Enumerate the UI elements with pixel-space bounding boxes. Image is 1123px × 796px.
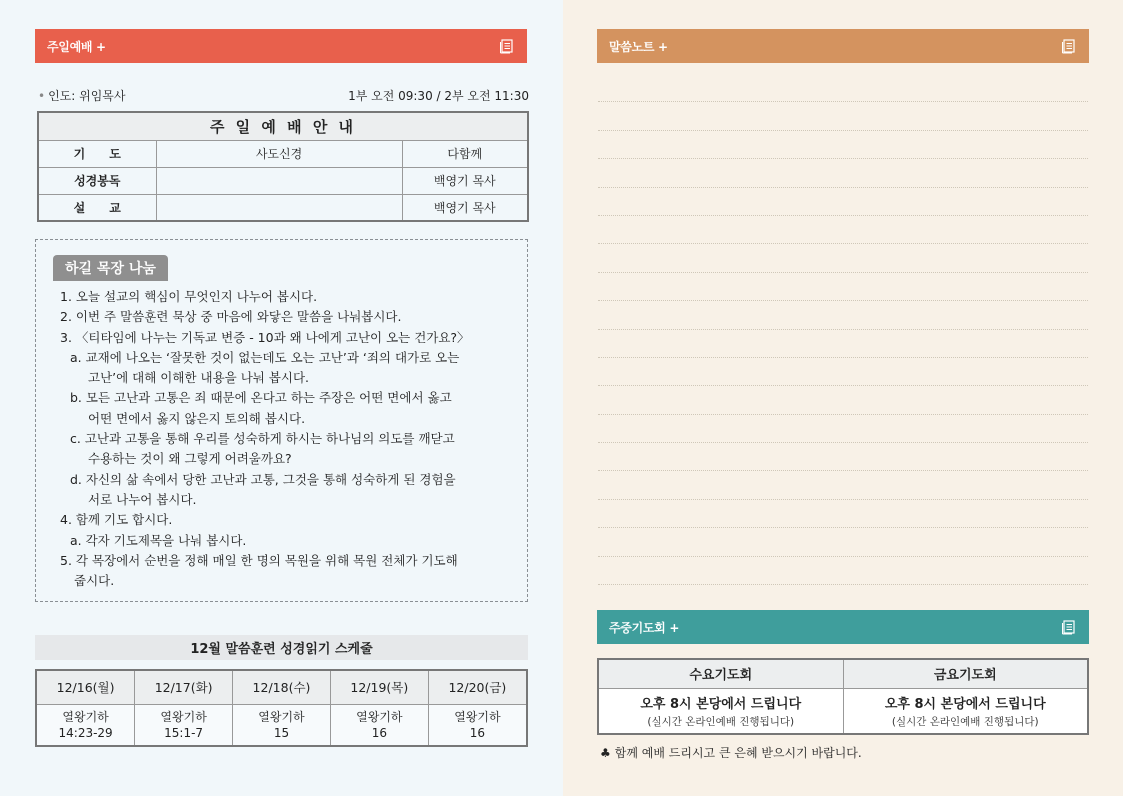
order-middle: 사도신경 [156,140,402,167]
list-item: b. 모든 고난과 고통은 죄 때문에 온다고 하는 주장은 어떤 면에서 옳고 [70,390,452,406]
list-item: 서로 나누어 봅시다. [88,491,197,507]
schedule-cell [135,704,233,746]
table-row [38,194,528,221]
closing-text: 함께 예배 드리시고 큰 은혜 받으시기 바랍니다. [614,746,862,760]
schedule-cell [36,704,135,746]
worship-bar-title: 주일예배 + [47,39,106,54]
schedule-date: 12/20(금) [428,670,527,704]
group-sharing-box [35,239,528,602]
note-line[interactable] [598,557,1088,585]
worship-section-bar[interactable] [35,29,527,63]
note-line[interactable] [598,415,1088,443]
note-line[interactable] [598,301,1088,329]
schedule-cell [428,704,527,746]
note-line[interactable] [598,471,1088,499]
prayer-time: 오후 8시 본당에서 드립니다 [640,696,802,712]
memo-icon[interactable] [499,38,515,54]
list-item: 고난’에 대해 이해한 내용을 나눠 봅시다. [88,370,310,386]
note-line[interactable] [598,528,1088,556]
list-item: 줍시다. [74,573,115,589]
note-line[interactable] [598,273,1088,301]
list-item: 4. 함께 기도 합시다. [60,512,173,528]
worship-order-table [37,111,529,222]
note-line[interactable] [598,500,1088,528]
schedule-book: 열왕기하 [258,709,305,724]
note-line[interactable] [598,443,1088,471]
prayer-cell [598,688,843,734]
reading-schedule-table [35,669,528,747]
schedule-book: 열왕기하 [62,709,109,724]
schedule-range: 16 [371,725,387,740]
prayer-online-note: (실시간 온라인예배 진행됩니다) [647,715,795,728]
list-item: 3. 〈티타임에 나누는 기독교 변증 - 10과 왜 나에게 고난이 오는 건가요?〉 [60,329,470,345]
order-middle [156,194,402,221]
note-line[interactable] [598,386,1088,414]
list-item: 2. 이번 주 말씀훈련 묵상 중 마음에 와닿은 말씀을 나눠봅시다. [60,309,402,325]
prayer-head: 수요기도회 [598,659,843,688]
prayer-bar-title: 주중기도회 + [609,620,680,635]
order-right: 백영기 목사 [402,194,528,221]
schedule-book: 열왕기하 [454,709,501,724]
schedule-date: 12/16(월) [36,670,135,704]
order-label: 성경봉독 [38,167,156,194]
list-item: 5. 각 목장에서 순번을 정해 매일 한 명의 목원을 위해 목원 전체가 기도해 [60,552,458,568]
schedule-range: 16 [469,725,486,740]
service-times: 1부 오전 09:30 / 2부 오전 11:30 [348,89,529,103]
list-item: 1. 오늘 설교의 핵심이 무엇인지 나누어 봅시다. [60,289,318,304]
note-line[interactable] [598,74,1088,102]
club-icon: ♣ [600,746,611,760]
table-row [38,167,528,194]
schedule-range: 15 [273,725,290,740]
order-table-title: 주 일 예 배 안 내 [38,112,528,140]
note-line[interactable] [598,244,1088,272]
prayer-section-bar[interactable] [597,610,1089,644]
closing-message [600,744,862,761]
list-item: 수용하는 것이 왜 그렇게 어려울까요? [88,451,292,467]
note-line[interactable] [598,131,1088,159]
schedule-date: 12/17(화) [135,670,233,704]
sharing-question-list [60,287,510,591]
note-line[interactable] [598,330,1088,358]
bullet-icon: • [38,89,46,103]
schedule-cell [233,704,331,746]
schedule-range: 15:1-7 [164,725,204,740]
prayer-cell [843,688,1088,734]
list-item: c. 고난과 고통을 통해 우리를 성숙하게 하시는 하나님의 의도를 깨닫고 [70,431,455,447]
note-line[interactable] [598,102,1088,130]
weekday-prayer-table [597,658,1089,735]
memo-icon[interactable] [1061,38,1077,54]
memo-icon[interactable] [1061,619,1077,635]
order-label: 기 도 [38,140,156,167]
leader-label-wrap [38,87,126,104]
notes-section-bar[interactable] [597,29,1089,63]
schedule-range: 14:23-29 [58,725,113,740]
list-item: a. 각자 기도제목을 나눠 봅시다. [70,532,247,548]
order-right: 백영기 목사 [402,167,528,194]
schedule-book: 열왕기하 [356,709,403,724]
list-item: a. 교재에 나오는 ‘잘못한 것이 없는데도 오는 고난’과 ‘죄의 대가로 오는 [70,349,460,365]
note-line[interactable] [598,358,1088,386]
table-row [38,140,528,167]
sermon-note-lines[interactable] [598,74,1088,585]
schedule-book: 열왕기하 [160,709,207,724]
note-line[interactable] [598,216,1088,244]
schedule-date: 12/19(목) [330,670,428,704]
prayer-online-note: (실시간 온라인예배 진행됩니다) [891,715,1039,728]
order-right: 다함께 [402,140,528,167]
schedule-date: 12/18(수) [233,670,331,704]
note-line[interactable] [598,188,1088,216]
list-item: d. 자신의 삶 속에서 당한 고난과 고통, 그것을 통해 성숙하게 된 경험을 [70,471,456,487]
sharing-tag: 하길 목장 나눔 [53,255,168,281]
reading-schedule-title: 12월 말씀훈련 성경읽기 스케줄 [35,635,528,660]
schedule-cell [330,704,428,746]
leader-label: 인도: 위임목사 [48,89,126,103]
order-label: 설 교 [38,194,156,221]
prayer-time: 오후 8시 본당에서 드립니다 [884,696,1046,712]
notes-bar-title: 말씀노트 + [609,39,668,54]
note-line[interactable] [598,159,1088,187]
list-item: 어떤 면에서 옳지 않은지 토의해 봅시다. [88,410,306,426]
order-middle [156,167,402,194]
prayer-head: 금요기도회 [843,659,1088,688]
leader-row [38,87,529,104]
